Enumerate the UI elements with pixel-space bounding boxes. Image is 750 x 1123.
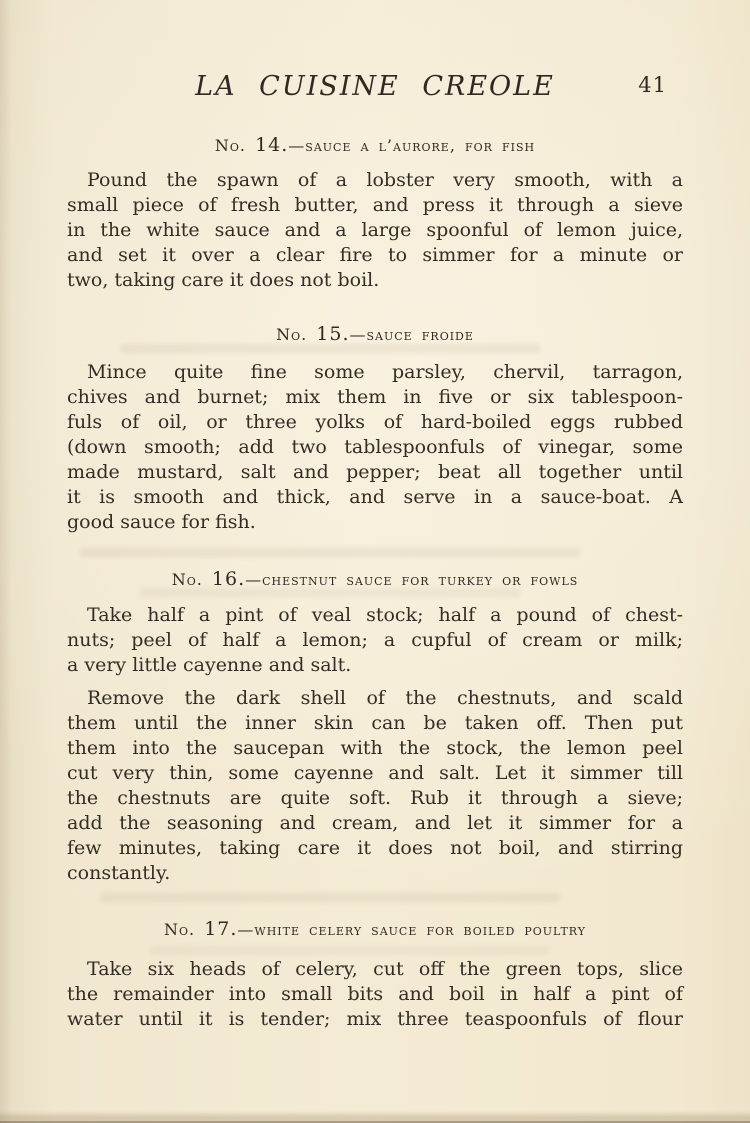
recipe-heading-15 — [67, 323, 683, 345]
text-line: Mince quite fine some parsley, chervil, tarragon, — [87, 361, 683, 383]
text-column — [67, 0, 683, 1032]
recipe-heading-17 — [67, 918, 683, 940]
heading-dash: — — [349, 325, 367, 344]
recipe-number: 14. — [255, 134, 289, 156]
recipe-number: 15. — [316, 323, 350, 345]
text-line: the remainder into small bits and boil in half a pint of — [67, 983, 683, 1005]
text-line: small piece of fresh butter, and press it through a sieve — [67, 194, 683, 216]
recipe-17-paragraph — [67, 957, 683, 1032]
text-line: add the seasoning and cream, and let it simmer for a — [67, 812, 683, 834]
text-line: few minutes, taking care it does not boil, and stirring — [67, 837, 683, 859]
recipe-heading-14 — [67, 134, 683, 156]
book-title: LA CUISINE CREOLE — [195, 71, 555, 102]
text-line: a very little cayenne and salt. — [67, 654, 352, 676]
heading-dash: — — [245, 570, 263, 589]
text-line: cut very thin, some cayenne and salt. Let it simmer till — [67, 762, 683, 784]
text-line: in the white sauce and a large spoonful of lemon juice, — [67, 219, 683, 241]
text-line: them into the saucepan with the stock, the lemon peel — [67, 737, 683, 759]
recipe-number-prefix: No. — [276, 325, 308, 344]
recipe-14-paragraph — [67, 168, 683, 293]
text-line: made mustard, salt and pepper; beat all together until — [67, 461, 683, 483]
recipe-title: white celery sauce for boiled poultry — [254, 920, 587, 939]
text-line: good sauce for fish. — [67, 511, 256, 533]
text-line: chives and burnet; mix them in five or six tablespoon- — [67, 386, 683, 408]
text-line: Pound the spawn of a lobster very smooth, with a — [87, 169, 683, 191]
recipe-number-prefix: No. — [214, 136, 246, 155]
recipe-number-prefix: No. — [163, 920, 196, 939]
recipe-heading-16 — [67, 568, 683, 590]
text-line: them until the inner skin can be taken off. Then put — [67, 712, 683, 734]
recipe-title: sauce froide — [366, 325, 474, 344]
recipe-number: 16. — [211, 568, 246, 590]
text-line: nuts; peel of half a lemon; a cupful of cream or milk; — [67, 629, 683, 651]
text-line: constantly. — [67, 862, 171, 884]
text-line: Take six heads of celery, cut off the green tops, slice — [87, 958, 683, 980]
recipe-16-paragraph-1 — [67, 603, 683, 678]
text-line: two, taking care it does not boil. — [67, 269, 380, 291]
text-line: and set it over a clear fire to simmer for a minute or — [67, 244, 683, 266]
running-head — [67, 71, 683, 101]
text-line: Remove the dark shell of the chestnuts, and scald — [87, 687, 683, 709]
text-line: fuls of oil, or three yolks of hard-boiled eggs rubbed — [67, 411, 683, 433]
recipe-16-paragraph-2 — [67, 686, 683, 886]
text-line: (down smooth; add two tablespoonfuls of vinegar, some — [67, 436, 683, 458]
text-line: it is smooth and thick, and serve in a sauce-boat. A — [67, 486, 683, 508]
heading-dash: — — [288, 136, 306, 155]
recipe-title: sauce a l’aurore, for fish — [305, 136, 536, 155]
recipe-15-paragraph — [67, 360, 683, 535]
text-line: the chestnuts are quite soft. Rub it through a sieve; — [67, 787, 683, 809]
text-line: Take half a pint of veal stock; half a pound of chest- — [87, 604, 683, 626]
recipe-number: 17. — [204, 918, 238, 940]
text-line: water until it is tender; mix three teaspoonfuls of flour — [67, 1008, 683, 1030]
page-number: 41 — [638, 73, 667, 97]
recipe-title: chestnut sauce for turkey or fowls — [262, 570, 579, 589]
heading-dash: — — [237, 920, 255, 939]
recipe-number-prefix: No. — [171, 570, 203, 589]
